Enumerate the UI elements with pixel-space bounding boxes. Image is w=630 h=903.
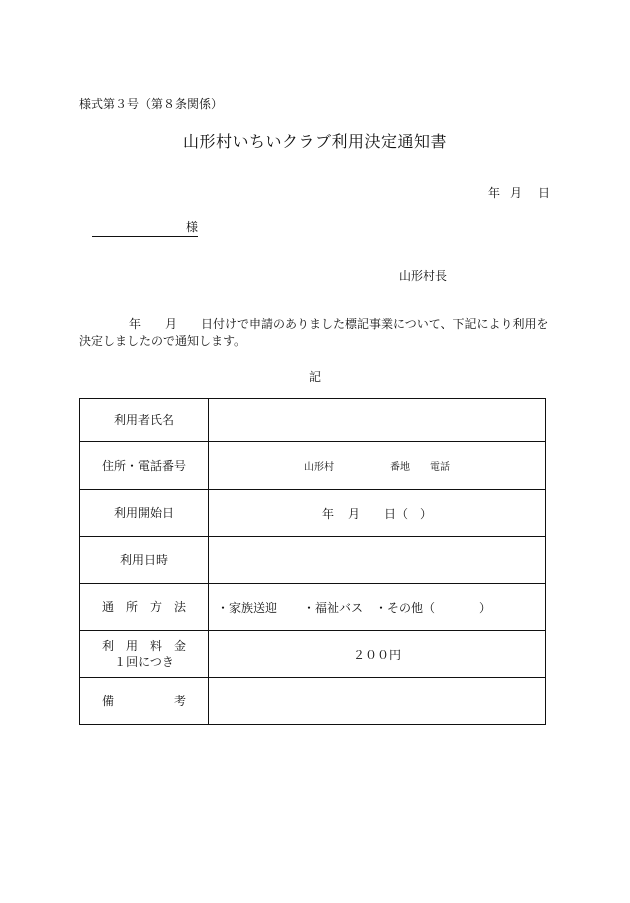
body-text: 日付けで申請のありました標記事業について、下記により利用を決定しましたので通知します。: [79, 317, 549, 348]
label-commute-method: 通 所 方 法: [80, 584, 209, 631]
start-month: 月: [347, 506, 360, 521]
start-day: 日（ ）: [384, 506, 433, 521]
option-bus: ・福祉バス: [303, 600, 364, 615]
body-paragraph: [79, 316, 551, 350]
label-start-date: 利用開始日: [80, 490, 209, 537]
value-remarks: [209, 678, 546, 725]
table-row: [80, 399, 546, 442]
label-usage-time: 利用日時: [80, 537, 209, 584]
value-user-name: [209, 399, 546, 442]
value-usage-time: [209, 537, 546, 584]
option-other-close: ）: [479, 600, 492, 615]
start-year: 年: [321, 506, 334, 521]
table-row: [80, 490, 546, 537]
table-row: [80, 442, 546, 490]
addressee-line: [92, 218, 198, 237]
option-family: ・家族送迎: [217, 600, 278, 615]
info-table: [79, 398, 546, 725]
ki-heading: 記: [308, 370, 321, 384]
body-year: 年: [129, 317, 142, 331]
date-year: 年: [487, 186, 500, 200]
option-other: ・その他（: [375, 600, 436, 615]
issuer: 山形村長: [399, 269, 448, 283]
address-banchi: 番地: [390, 462, 410, 473]
value-address-phone: [209, 442, 546, 490]
date-month: 月: [509, 186, 522, 200]
table-row: [80, 631, 546, 678]
label-user-name: 利用者氏名: [80, 399, 209, 442]
table-row: [80, 678, 546, 725]
value-commute-method: [209, 584, 546, 631]
address-tel: 電話: [430, 462, 450, 473]
body-month: 月: [165, 317, 178, 331]
issue-date: [488, 184, 550, 201]
form-number: 様式第３号（第８条関係）: [79, 97, 224, 111]
table-row: [80, 584, 546, 631]
label-address-phone: 住所・電話番号: [80, 442, 209, 490]
value-fee: ２００円: [209, 631, 546, 678]
address-village: 山形村: [304, 462, 334, 473]
addressee-suffix: 様: [185, 220, 198, 234]
label-fee: [80, 631, 209, 678]
document-title: 山形村いちいクラブ利用決定通知書: [182, 132, 447, 151]
date-day: 日: [537, 186, 550, 200]
label-remarks: 備 考: [80, 678, 209, 725]
label-fee-line2: １回につき: [114, 655, 174, 669]
table-row: [80, 537, 546, 584]
value-start-date: [209, 490, 546, 537]
label-fee-line1: 利 用 料 金: [101, 639, 186, 653]
